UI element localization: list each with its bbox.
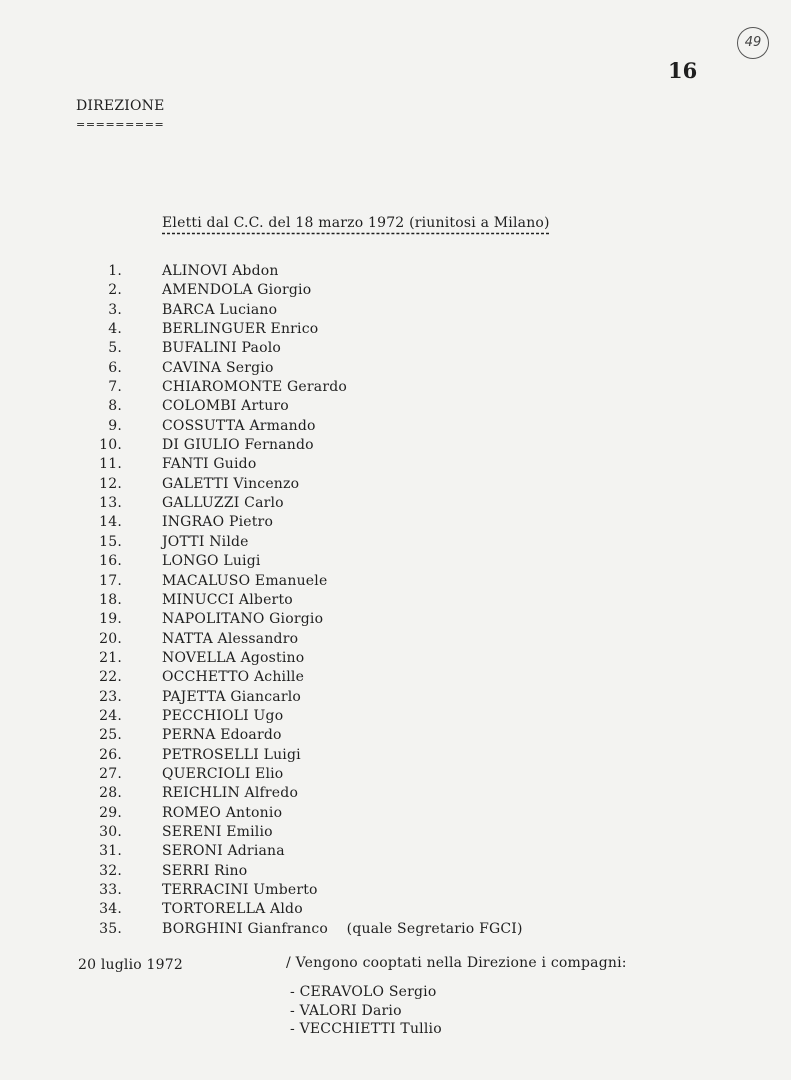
archive-stamp: 49 bbox=[737, 27, 769, 59]
member-number: 31. bbox=[99, 843, 122, 860]
member-number: 20. bbox=[99, 630, 122, 647]
member-row bbox=[80, 823, 530, 842]
member-number: 10. bbox=[99, 437, 122, 454]
member-name: NAPOLITANO Giorgio bbox=[162, 611, 324, 628]
member-row bbox=[80, 668, 530, 687]
member-number: 22. bbox=[99, 669, 122, 686]
member-name: TERRACINI Umberto bbox=[162, 882, 318, 898]
member-row bbox=[80, 765, 530, 784]
member-name: ROMEO Antonio bbox=[162, 804, 283, 821]
member-number: 3. bbox=[108, 301, 122, 318]
member-row bbox=[80, 513, 530, 532]
member-row bbox=[80, 881, 530, 900]
member-number: 5. bbox=[108, 340, 122, 357]
member-number: 4. bbox=[108, 321, 122, 338]
member-name: REICHLIN Alfredo bbox=[162, 785, 299, 802]
member-name: SERENI Emilio bbox=[162, 823, 273, 840]
member-name: TORTORELLA Aldo bbox=[162, 901, 303, 918]
member-number: 15. bbox=[99, 533, 122, 550]
member-name: DI GIULIO Fernando bbox=[162, 437, 314, 454]
member-row bbox=[80, 784, 530, 803]
member-number: 2. bbox=[108, 282, 122, 299]
member-name: CAVINA Sergio bbox=[162, 359, 274, 376]
section-underline: ========= bbox=[76, 118, 165, 131]
member-number: 17. bbox=[99, 572, 122, 589]
member-name: LONGO Luigi bbox=[162, 553, 261, 570]
member-number: 13. bbox=[99, 495, 122, 512]
member-name: AMENDOLA Giorgio bbox=[162, 282, 312, 299]
member-number: 21. bbox=[99, 649, 122, 666]
member-row bbox=[80, 649, 530, 668]
member-number: 9. bbox=[108, 417, 122, 434]
page-number: 16 bbox=[668, 58, 698, 83]
member-number: 6. bbox=[108, 359, 122, 376]
member-name: INGRAO Pietro bbox=[162, 514, 274, 531]
member-row bbox=[80, 320, 530, 339]
member-name: OCCHETTO Achille bbox=[162, 669, 305, 686]
member-number: 28. bbox=[99, 785, 122, 802]
member-name: SERRI Rino bbox=[162, 862, 248, 879]
member-name: JOTTI Nilde bbox=[162, 533, 249, 550]
member-number: 16. bbox=[99, 553, 122, 570]
member-row bbox=[80, 707, 530, 726]
member-row bbox=[80, 281, 530, 300]
member-number: 30. bbox=[99, 823, 122, 840]
member-name: BUFALINI Paolo bbox=[162, 340, 282, 357]
member-row bbox=[80, 552, 530, 571]
member-number: 24. bbox=[99, 707, 122, 724]
member-number: 8. bbox=[108, 398, 122, 415]
member-row bbox=[80, 301, 530, 320]
member-row bbox=[80, 533, 530, 552]
member-row bbox=[80, 862, 530, 881]
member-number: 35. bbox=[99, 920, 122, 937]
member-name: PAJETTA Giancarlo bbox=[162, 688, 302, 705]
added-member: - VALORI Dario bbox=[290, 1002, 402, 1019]
member-list bbox=[80, 262, 530, 939]
subtitle: Eletti dal C.C. del 18 marzo 1972 (riunitosi a Milano) bbox=[162, 215, 550, 231]
member-row bbox=[80, 900, 530, 919]
member-number: 32. bbox=[99, 862, 122, 879]
member-number: 11. bbox=[99, 456, 122, 473]
member-name: NOVELLA Agostino bbox=[162, 649, 305, 666]
member-name: SERONI Adriana bbox=[162, 843, 285, 860]
member-name: GALLUZZI Carlo bbox=[162, 495, 284, 512]
added-member: - CERAVOLO Sergio bbox=[290, 984, 437, 1000]
member-row bbox=[80, 591, 530, 610]
member-name: MINUCCI Alberto bbox=[162, 591, 293, 608]
member-name: QUERCIOLI Elio bbox=[162, 765, 284, 782]
member-name: MACALUSO Emanuele bbox=[162, 572, 328, 589]
member-name: ALINOVI Abdon bbox=[162, 263, 279, 279]
member-name: CHIAROMONTE Gerardo bbox=[162, 379, 348, 396]
addition-date: 20 luglio 1972 bbox=[78, 957, 183, 973]
member-row bbox=[80, 455, 530, 474]
member-row bbox=[80, 572, 530, 591]
member-name: GALETTI Vincenzo bbox=[162, 475, 300, 492]
member-row bbox=[80, 417, 530, 436]
added-members-list bbox=[290, 983, 442, 1039]
member-number: 26. bbox=[99, 746, 122, 763]
member-row bbox=[80, 494, 530, 513]
member-number: 29. bbox=[99, 804, 122, 821]
member-number: 1. bbox=[108, 263, 122, 279]
member-name: COSSUTTA Armando bbox=[162, 417, 316, 434]
member-row bbox=[80, 726, 530, 745]
member-name: BARCA Luciano bbox=[162, 301, 278, 318]
member-number: 18. bbox=[99, 591, 122, 608]
member-row bbox=[80, 630, 530, 649]
member-row bbox=[80, 804, 530, 823]
member-row bbox=[80, 610, 530, 629]
section-title: DIREZIONE bbox=[76, 98, 165, 114]
member-number: 19. bbox=[99, 611, 122, 628]
member-row bbox=[80, 746, 530, 765]
member-name: FANTI Guido bbox=[162, 456, 257, 473]
member-row bbox=[80, 339, 530, 358]
member-number: 27. bbox=[99, 765, 122, 782]
member-number: 34. bbox=[99, 901, 122, 918]
member-name: BORGHINI Gianfranco (quale Segretario FGCI) bbox=[162, 920, 523, 937]
member-name: NATTA Alessandro bbox=[162, 630, 299, 647]
member-number: 7. bbox=[108, 379, 122, 396]
member-row bbox=[80, 842, 530, 861]
member-name: COLOMBI Arturo bbox=[162, 398, 289, 415]
member-row bbox=[80, 359, 530, 378]
member-number: 33. bbox=[99, 882, 122, 898]
member-row bbox=[80, 475, 530, 494]
member-name: BERLINGUER Enrico bbox=[162, 321, 319, 338]
member-number: 14. bbox=[99, 514, 122, 531]
member-row bbox=[80, 688, 530, 707]
member-number: 25. bbox=[99, 727, 122, 744]
member-row bbox=[80, 378, 530, 397]
added-member: - VECCHIETTI Tullio bbox=[290, 1021, 442, 1037]
member-number: 12. bbox=[99, 475, 122, 492]
member-row bbox=[80, 436, 530, 455]
member-row bbox=[80, 262, 530, 281]
member-name: PECCHIOLI Ugo bbox=[162, 707, 284, 724]
member-name: PERNA Edoardo bbox=[162, 727, 282, 744]
member-row bbox=[80, 920, 530, 939]
member-row bbox=[80, 397, 530, 416]
addition-intro: / Vengono cooptati nella Direzione i compagni: bbox=[286, 955, 627, 971]
member-name: PETROSELLI Luigi bbox=[162, 746, 301, 763]
member-number: 23. bbox=[99, 688, 122, 705]
